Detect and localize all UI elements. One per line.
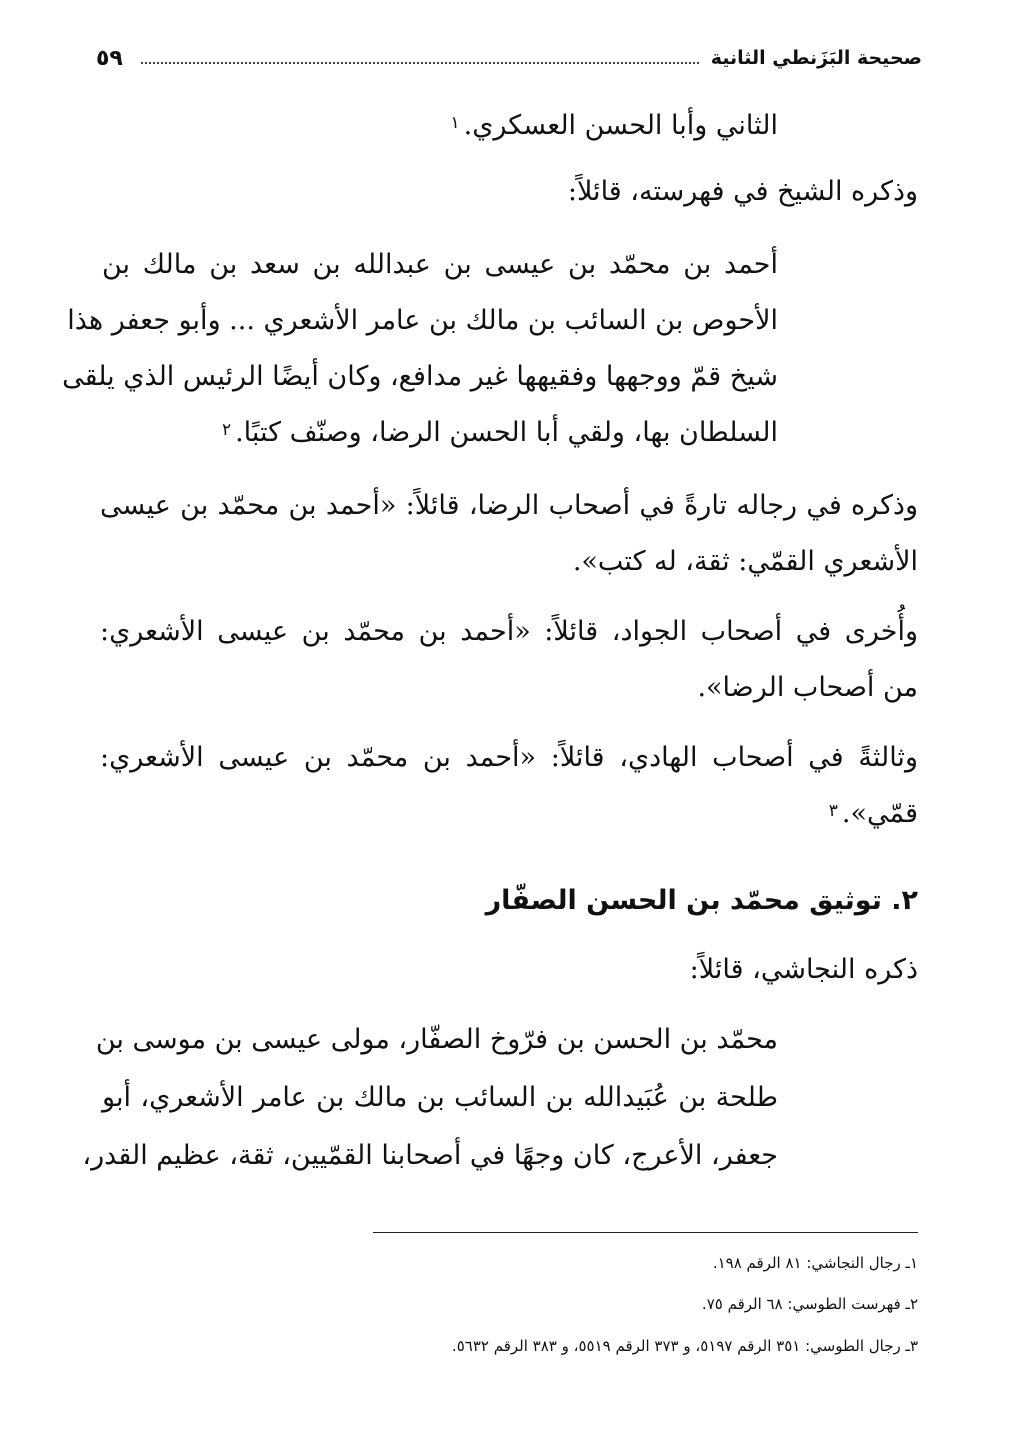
quote-line [102, 413, 778, 456]
quote-line: الأحوص بن السائب بن مالك بن عامر الأشعري ... وأبو جعفر هذا [67, 305, 778, 336]
footnote-marker: ٢ [221, 420, 232, 440]
paragraph-line: ذكره النجاشي، قائلاً: [689, 954, 918, 985]
paragraph-line: وثالثةً في أصحاب الهادي، قائلاً: «أحمد بن محمّد بن عيسى الأشعري: [100, 742, 918, 773]
footnote-marker: ٣ [828, 801, 838, 821]
paragraph-text: قمّي». [841, 798, 918, 829]
quote-line: شيخ قمّ ووجهها وفقيهها غير مدافع، وكان أيضًا الرئيس الذي يلقى [62, 361, 778, 392]
paragraph-line: وأُخرى في أصحاب الجواد، قائلاً: «أحمد بن محمّد بن عيسى الأشعري: [100, 616, 918, 647]
footnote-marker: ١ [450, 113, 460, 133]
quote-line: أحمد بن محمّد بن عيسى بن عبدالله بن سعد بن مالك بن [102, 249, 778, 280]
footnote: ٣ـ رجال الطوسي: ٣٥١ الرقم ٥١٩٧، و ٣٧٣ الرقم ٥٥١٩، و ٣٨٣ الرقم ٥٦٣٢. [451, 1337, 918, 1355]
quote-line: محمّد بن الحسن بن فرّوخ الصفّار، مولى عيسى بن موسى بن [95, 1024, 778, 1055]
page-number: ٥٩ [96, 45, 123, 71]
section-heading: ٢. توثيق محمّد بن الحسن الصفّار [485, 885, 918, 916]
paragraph-line: وذكره الشيخ في فهرسته، قائلاً: [567, 176, 918, 207]
quote-line: طلحة بن عُبَيدالله بن السائب بن مالك بن عامر الأشعري، أبو [102, 1082, 778, 1113]
footnote: ١ـ رجال النجاشي: ٨١ الرقم ١٩٨. [712, 1254, 918, 1272]
footnote: ٢ـ فهرست الطوسي: ٦٨ الرقم ٧٥. [701, 1295, 918, 1313]
header-dot-leader [141, 62, 699, 64]
paragraph-line: الثاني وأبا الحسن العسكري.$^١$ [450, 110, 778, 141]
paragraph-line: من أصحاب الرضا». [697, 672, 918, 703]
quote-text: السلطان بها، ولقي أبا الحسن الرضا، وصنّف كتبًا. [235, 417, 778, 448]
running-header-title: صحيحة البَزَنطي الثانية [710, 47, 922, 69]
paragraph-line: وذكره في رجاله تارةً في أصحاب الرضا، قائلاً: «أحمد بن محمّد بن عيسى [100, 490, 918, 521]
quote-line: جعفر، الأعرج، كان وجهًا في أصحابنا القمّيين، ثقة، عظيم القدر، [82, 1140, 778, 1171]
paragraph-line: الأشعري القمّي: ثقة، له كتب». [572, 546, 918, 577]
footnote-separator [373, 1232, 918, 1233]
paragraph-line [100, 794, 918, 837]
paragraph-text: الثاني وأبا الحسن العسكري [472, 110, 778, 141]
running-header [96, 40, 922, 76]
